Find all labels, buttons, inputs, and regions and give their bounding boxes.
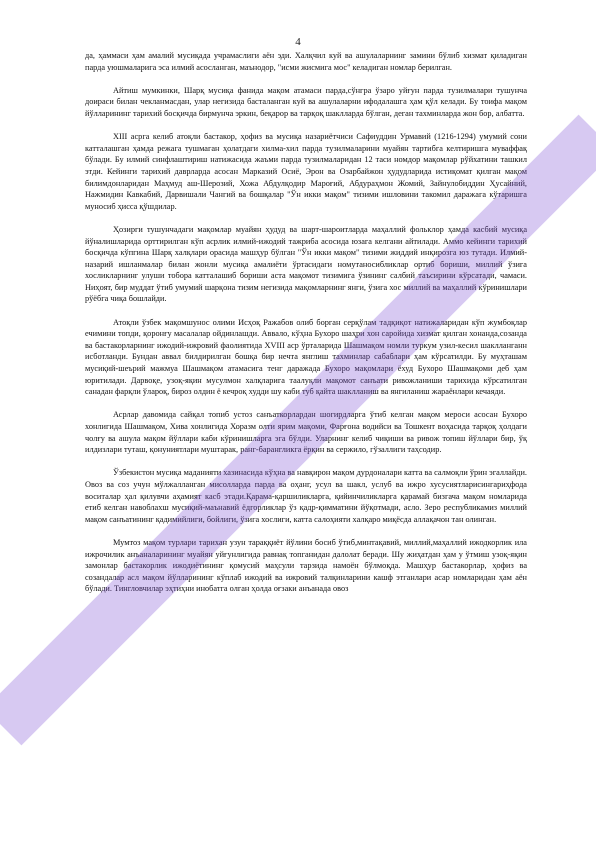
- paragraph-6: Асрлар давомида сайқал топиб устоз санъаткорлардан шогирдларга ўтиб келган мақом мероси асосан Бухоро хонлигида Шашмақом, Хива хонлигида Хоразм олти ярим мақоми, Фарғона водийси ва Тошкент воҳасида тарқоқ ҳолдаги чолғу ва ашула мақом йўллари каби кўринишларга эга бўлди. Уларнинг келиб чиқиши ва ривож топиш йўллари бир, ўқ илдизлари туташ, қонуниятлари муштарак, ранг-барангликга ёрқин ва сержило, гўзаллиги таҳсодир.: [85, 410, 527, 455]
- paragraph-7: Ўзбекистон мусиқа маданияти хазинасида кўҳна ва навқирон мақом дурдоналари катта ва салмоқли ўрин эгаллайди. Овоз ва соз учун мўлжалланган мисолларда парда ва оҳанг, усул ва шакл, услуб ва ижро хусусиятларисингариҳфода воситалар ҳал қилувчи аҳамият касб этади.Қарама-қаршиликларга, қийинчиликларга қарамай бизгача мақом номларида етиб келган навоблахш мусиқий-маънавий ёдгорликлар ўз қадр-қимматини йўқотмади, асло. Зеро республикамиз миллий мақом санъатининг қадимийлиги, бойлиги, ўзига хослиги, катта салоҳияти халқаро миқёсда аллақачон тан олинган.: [85, 468, 527, 524]
- paragraph-4: Ҳозирги тушунчадаги мақомлар муайян ҳудуд ва шарт-шароитларда маҳаллий фольклор ҳамда касбий мусиқа йўналишларида орттирилган кўп асрлик илмий-ижодий тажриба асосида юзага келгани айтилади. Аммо кейинги тарихий босқичда кўпгина Шарқ халқлари орасида машҳур бўлган "Ўн икки мақом" тизими жиддий инқирозга юз тутади. Илмий-назарий ишланмалар билан жонли мусиқа амалиёти ўртасидаги номутаносибликлар ортиб бориши, миллий ўзига хосликларнинг улуши тобора катталашиб бориши аста мақомот тизимига ўзининг салбий таъсирини кўрсатади, чамаси. Ниҳоят, бир муддат ўтиб умумий шарқона тизим негизида мақомларнинг янги, ўзига хос миллий ва маҳаллий кўринишлари рўёбга чиқа бошлайди.: [85, 224, 527, 304]
- paragraph-8: Мумтоз мақом турлари тарихан узун тараққиёт йўлини босиб ўтиб,минтақавий, миллий,маҳаллий ижодкорлик ила ижрочилик анъаналарининг муайян уйғунлигида равнақ топганидан далолат беради. Шу жиҳатдан ҳам у ўтмиш узоқ-яқин замонлар бастакорлик ижодиётининг қомусий маҳсули тарзида намоён бўлмоқда. Машҳур бастакорлар, ҳофиз ва созандалар асл мақом йўлларининг кўплаб ижодий ва ижровий талқинларини кашф этганлари асар номларидан ҳам аён бўлади. Тингловчилар эҳтиҳни инобатга олган ҳолда оғзаки анъанада овоз: [85, 537, 527, 594]
- paragraph-5: Атоқли ўзбек мақомшунос олими Исҳоқ Ражабов олиб борган серқўлам тадқиқот натижаларидан кўп жумбоқлар ечимини топди, қоронғу масалалар ойдинлашди. Аввало, кўҳна Бухоро шаҳри хон саройида хизмат қилган хонанда,созанда ва бастакорларнинг ижодий-ижровий фаолиятида XVIII аср ўрталарида Шашмақом номли туркум узил-кесил шаклланганн исботланди. Бундан аввал билдирилган бошқа бир нечта янглиш тахминлар сабаблари ҳам кўрсатилди. Бу муҳташам мусиқий-шеърий мажмуа Шашмақом атамасига тенг даражада Бухоро мақомлари ёхуд Бухоро Шашмақоми деб ҳам юритилади. Дарвоқе, узоқ-яқин мусулмон халқларига таалуқли мақомот санъати ривожланиши тарихида кўрсатилган санадан фарқли ўлароқ, бироз олдин ё кечроқ худди шу каби туб қайта шаклланиш ва янгиланиш жараёнлари кечаяди.: [85, 317, 527, 397]
- paragraph-3: XIII асрга келиб атоқли бастакор, ҳофиз ва мусиқа назариётчиси Сафиуддин Урмавий (1216-1294) умумий сони катталашган ҳамда режага тушмаган ҳолатдаги хилма-хил парда тузилмаларини муайян тартибга келтиришга муваффақ бўлади. Бу илмий синфлаштириш натижасида жаъми парда тузилмаларидан 12 таси номдор мақомлар рўйхатини ташкил этди. Кейинги тарихий даврларда асосан Марказий Осиё, Эрон ва Озарбайжон ҳудудларида истиқомат қилган мақом билимдонларидан Маҳмуд аш-Шерозий, Хожа Абдулқодир Мароғий, Абдураҳмон Жомий, Зайнулобиддин Ҳусайний, Нажмидин Кавкабий, Дарвишали Чангий ва бошқалар "Ўн икки мақом" тизими ишловини такомил даражага кўтаришга муносиб ҳисса қўшдилар.: [85, 132, 527, 211]
- paragraph-2: Айтиш мумкинки, Шарқ мусиқа фанида мақом атамаси парда,сўнгра ўзаро уйғун парда тузилмалари тушунча доираси билан чекланмасдан, улар негизида басталанган куй ва ашулаларни ифодалашга ҳам қўл келади. Бу тоифа мақом йўлларининг тарихий босқичда бирмунча эркин, беқарор ва тарқоқ шаклларда бўлган, деган тахминларда жон бор, албатта.: [85, 85, 527, 118]
- page-number: 4: [295, 36, 301, 48]
- document-body: [85, 50, 527, 607]
- paragraph-1: да, ҳаммаси ҳам амалий мусиқада учрамаслиги аён эди. Халқчил куй ва ашулаларнинг замини бўлиб хизмат қиладиган парда уюшмаларига эса илмий асосланган, маънодор, "исми жисмига мос" келадиган номлар берилган.: [85, 51, 527, 72]
